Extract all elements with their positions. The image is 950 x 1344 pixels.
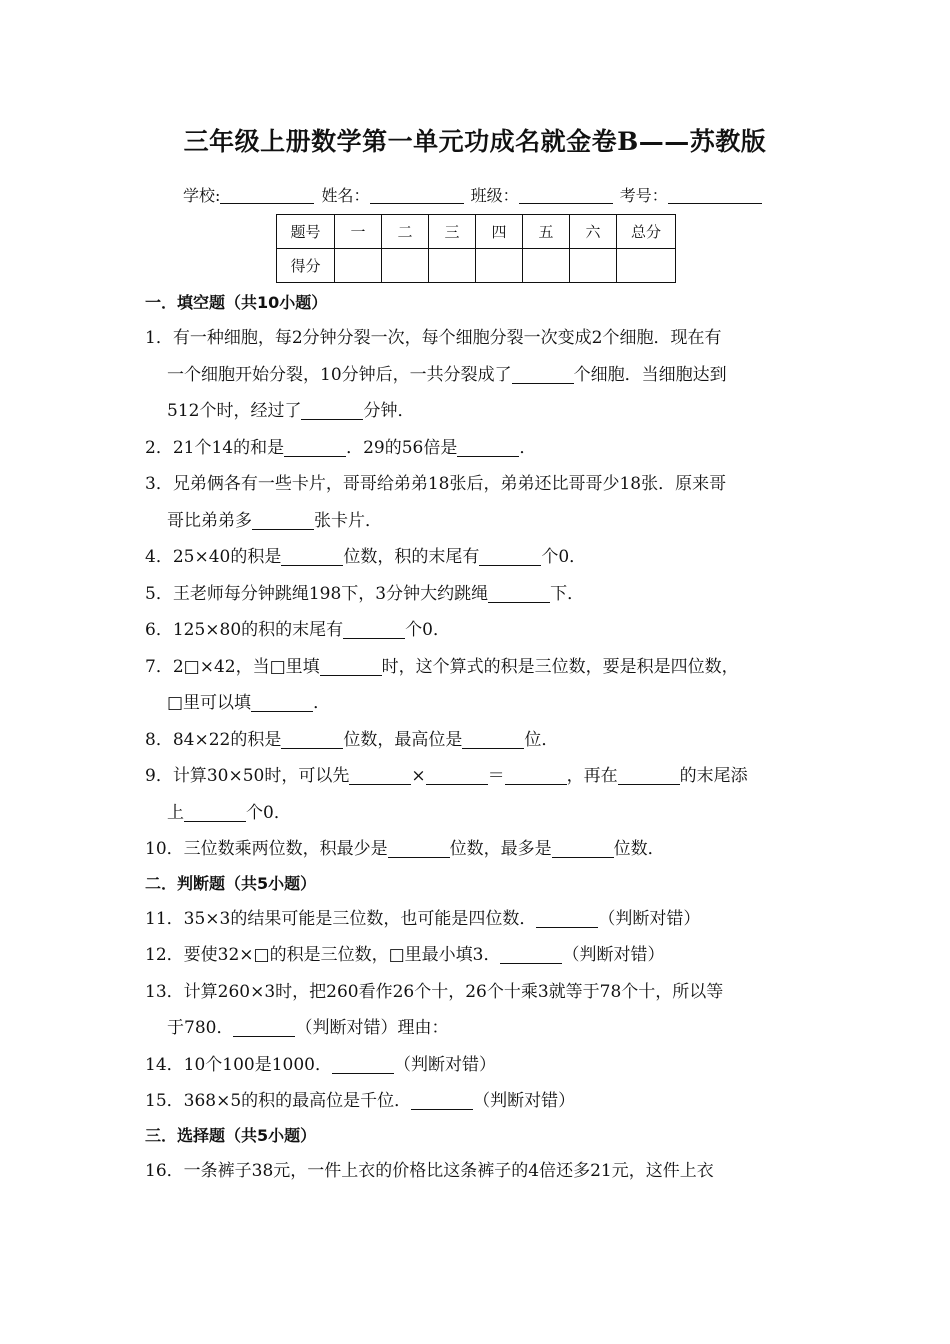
answer-blank[interactable]	[388, 840, 450, 858]
answer-blank[interactable]	[512, 366, 574, 384]
question-text: 15．368×5的积的最高位是千位．	[145, 1091, 412, 1111]
question-text: （判断对错）	[562, 945, 665, 965]
question-text: 5．王老师每分钟跳绳198下，3分钟大约跳绳	[145, 583, 489, 604]
answer-blank[interactable]	[488, 585, 550, 603]
question-text: 1．有一种细胞，每2分钟分裂一次，每个细胞分裂一次变成2个细胞．现在有	[145, 328, 722, 348]
question-text: ．	[519, 437, 537, 458]
score-cell[interactable]	[335, 249, 382, 283]
score-header-cell: 总分	[617, 215, 676, 249]
question-text: 一个细胞开始分裂，10分钟后，一共分裂成了	[167, 364, 512, 385]
answer-blank[interactable]	[500, 946, 562, 964]
question-text: 12．要使32×□的积是三位数，□里最小填3．	[145, 945, 501, 965]
question-text: 位．	[524, 729, 559, 750]
answer-blank[interactable]	[479, 548, 541, 566]
score-header-cell: 三	[429, 215, 476, 249]
question-text: ，再在	[566, 766, 618, 786]
answer-blank[interactable]	[252, 512, 314, 530]
question-text: 张卡片．	[314, 510, 382, 531]
question-text: 7．2□×42，当□里填	[145, 656, 320, 677]
question-3	[145, 466, 810, 539]
answer-blank[interactable]	[505, 767, 567, 785]
score-cell[interactable]	[523, 249, 570, 283]
question-15	[145, 1083, 810, 1120]
question-text: （判断对错）	[598, 908, 701, 929]
answer-blank[interactable]	[251, 694, 313, 712]
question-text: （判断对错）	[393, 1054, 496, 1075]
question-11	[145, 901, 810, 938]
class-label: 班级：	[470, 186, 519, 205]
answer-blank[interactable]	[411, 1092, 473, 1110]
student-info-line	[183, 183, 764, 206]
questions-body	[145, 287, 810, 1189]
question-text: 个细胞．当细胞达到	[573, 364, 727, 385]
question-text: 的末尾添	[679, 766, 748, 786]
score-cell[interactable]	[617, 249, 676, 283]
score-table-score-row	[277, 249, 676, 283]
question-text: ．29的56倍是	[346, 437, 458, 458]
answer-blank[interactable]	[552, 840, 614, 858]
score-row-label: 得分	[277, 249, 335, 283]
score-header-cell: 一	[335, 215, 382, 249]
question-text: 3．兄弟俩各有一些卡片，哥哥给弟弟18张后，弟弟还比哥哥少18张．原来哥	[145, 474, 727, 494]
answer-blank[interactable]	[457, 439, 519, 457]
score-header-cell: 六	[570, 215, 617, 249]
question-text: 14．10个100是1000．	[145, 1054, 332, 1075]
question-text: ．	[313, 693, 331, 713]
answer-blank[interactable]	[618, 767, 680, 785]
exam-no-blank[interactable]	[668, 187, 762, 204]
question-2	[145, 430, 810, 467]
answer-blank[interactable]	[462, 731, 524, 749]
question-8	[145, 722, 810, 759]
question-text: □里可以填	[167, 693, 252, 713]
question-text: ×	[411, 766, 426, 786]
score-cell[interactable]	[382, 249, 429, 283]
answer-blank[interactable]	[426, 767, 488, 785]
answer-blank[interactable]	[536, 910, 598, 928]
question-13	[145, 974, 810, 1047]
question-text: 512个时，经过了	[167, 401, 302, 421]
score-cell[interactable]	[570, 249, 617, 283]
question-text: 2．21个14的和是	[145, 437, 285, 458]
score-header-cell: 二	[382, 215, 429, 249]
question-text: 位数，积的末尾有	[343, 547, 480, 567]
question-10	[145, 831, 810, 868]
question-9	[145, 758, 810, 831]
question-4	[145, 539, 810, 576]
question-text: （判断对错）	[473, 1091, 576, 1111]
score-header-cell: 五	[523, 215, 570, 249]
page-title: 三年级上册数学第一单元功成名就金卷B——苏教版	[183, 127, 767, 156]
school-label: 学校:	[183, 186, 221, 205]
question-text: 位数，最多是	[449, 839, 552, 859]
question-text: 于780．	[167, 1018, 234, 1038]
school-blank[interactable]	[220, 187, 314, 204]
question-text: 8．84×22的积是	[145, 729, 282, 750]
question-text: 16．一条裤子38元，一件上衣的价格比这条裤子的4倍还多21元，这件上衣	[145, 1160, 714, 1181]
score-table	[276, 214, 676, 283]
class-blank[interactable]	[519, 187, 613, 204]
answer-blank[interactable]	[301, 402, 363, 420]
score-table-header-row	[277, 215, 676, 249]
answer-blank[interactable]	[343, 621, 405, 639]
question-14	[145, 1047, 810, 1084]
question-text: 13．计算260×3时，把260看作26个十，26个十乘3就等于78个十，所以等	[145, 981, 724, 1002]
question-6	[145, 612, 810, 649]
section-heading-true-false: 二．判断题（共5小题）	[145, 873, 317, 893]
question-text: 6．125×80的积的末尾有	[145, 620, 344, 640]
answer-blank[interactable]	[320, 658, 382, 676]
question-text: 分钟．	[363, 401, 415, 421]
question-text: 个0．	[246, 802, 291, 823]
answer-blank[interactable]	[281, 731, 343, 749]
question-text: ＝	[487, 766, 505, 786]
question-7	[145, 649, 810, 722]
question-text: 哥比弟弟多	[167, 510, 252, 531]
score-header-cell: 题号	[277, 215, 335, 249]
question-text: 11．35×3的结果可能是三位数，也可能是四位数．	[145, 908, 537, 929]
answer-blank[interactable]	[281, 548, 343, 566]
question-text: 10．三位数乘两位数，积最少是	[145, 839, 388, 859]
question-text: 下．	[550, 583, 585, 604]
section-heading-fill-blank: 一．填空题（共10小题）	[145, 293, 328, 312]
score-cell[interactable]	[429, 249, 476, 283]
answer-blank[interactable]	[284, 439, 346, 457]
question-text: （判断对错）理由：	[295, 1018, 449, 1038]
question-text: 个0．	[541, 547, 587, 567]
question-text: 上	[167, 802, 184, 823]
exam-no-label: 考号：	[619, 186, 668, 205]
question-text: 位数．	[613, 839, 665, 859]
question-5	[145, 576, 810, 613]
question-text: 9．计算30×50时，可以先	[145, 766, 350, 786]
name-label: 姓名：	[321, 186, 370, 205]
name-blank[interactable]	[370, 187, 464, 204]
question-16	[145, 1153, 810, 1190]
question-text: 位数，最高位是	[343, 729, 463, 750]
answer-blank[interactable]	[184, 804, 246, 822]
question-text: 个0．	[405, 620, 450, 640]
answer-blank[interactable]	[332, 1056, 394, 1074]
question-text: 4．25×40的积是	[145, 547, 282, 567]
section-heading-multiple-choice: 三．选择题（共5小题）	[145, 1125, 317, 1145]
score-cell[interactable]	[476, 249, 523, 283]
answer-blank[interactable]	[233, 1019, 295, 1037]
score-header-cell: 四	[476, 215, 523, 249]
answer-blank[interactable]	[349, 767, 411, 785]
question-12	[145, 937, 810, 974]
question-1	[145, 320, 810, 430]
question-text: 时，这个算式的积是三位数，要是积是四位数，	[381, 656, 739, 677]
